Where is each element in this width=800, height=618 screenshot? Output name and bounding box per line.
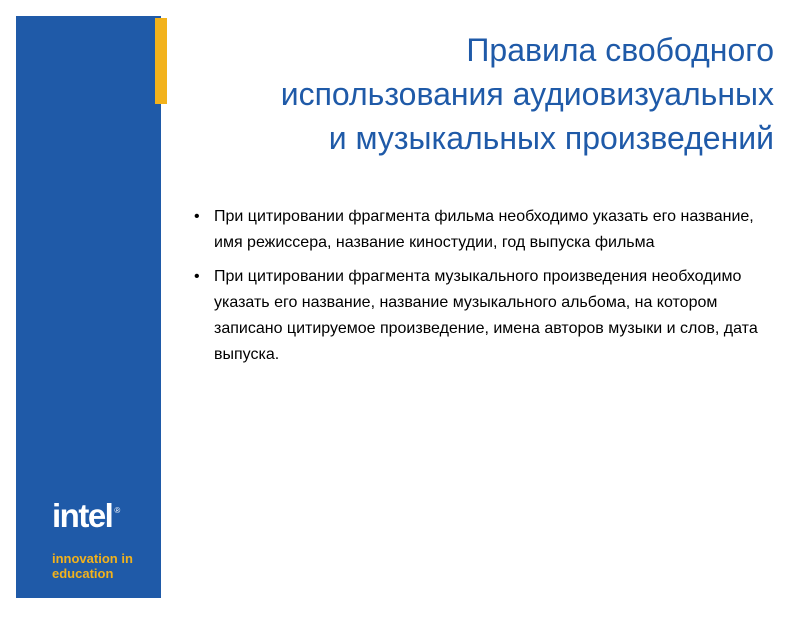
bullet-text: При цитировании фрагмента фильма необходимо указать его название, имя режиссера, название киностудии, год выпуска фильма bbox=[214, 208, 754, 251]
title-line-2: использования аудиовизуальных bbox=[280, 76, 774, 112]
logo-word-part: int bbox=[52, 497, 88, 534]
title-line-1: Правила свободного bbox=[466, 32, 774, 68]
bullet-text: При цитировании фрагмента музыкального произведения необходимо указать его название, название музыкального альбома, на котором записано цитируемое произведение, имена авторов музыки и слов, дата выпуска. bbox=[214, 268, 758, 363]
logo-word-tail: el bbox=[87, 497, 113, 534]
bullet-marker: • bbox=[194, 208, 200, 225]
tagline-line-2: education bbox=[52, 566, 114, 581]
slide-title bbox=[194, 28, 774, 160]
intel-logo-wordmark bbox=[52, 496, 152, 545]
bullet-item bbox=[194, 264, 774, 368]
bullet-list bbox=[194, 204, 774, 376]
intel-education-logo bbox=[52, 496, 152, 581]
bullet-item bbox=[194, 204, 774, 256]
accent-bar bbox=[155, 18, 167, 104]
tagline-line-1: innovation in bbox=[52, 551, 133, 566]
logo-tagline bbox=[52, 551, 152, 581]
registered-mark: ® bbox=[114, 506, 121, 515]
title-line-3: и музыкальных произведений bbox=[328, 120, 774, 156]
bullet-marker: • bbox=[194, 268, 200, 285]
